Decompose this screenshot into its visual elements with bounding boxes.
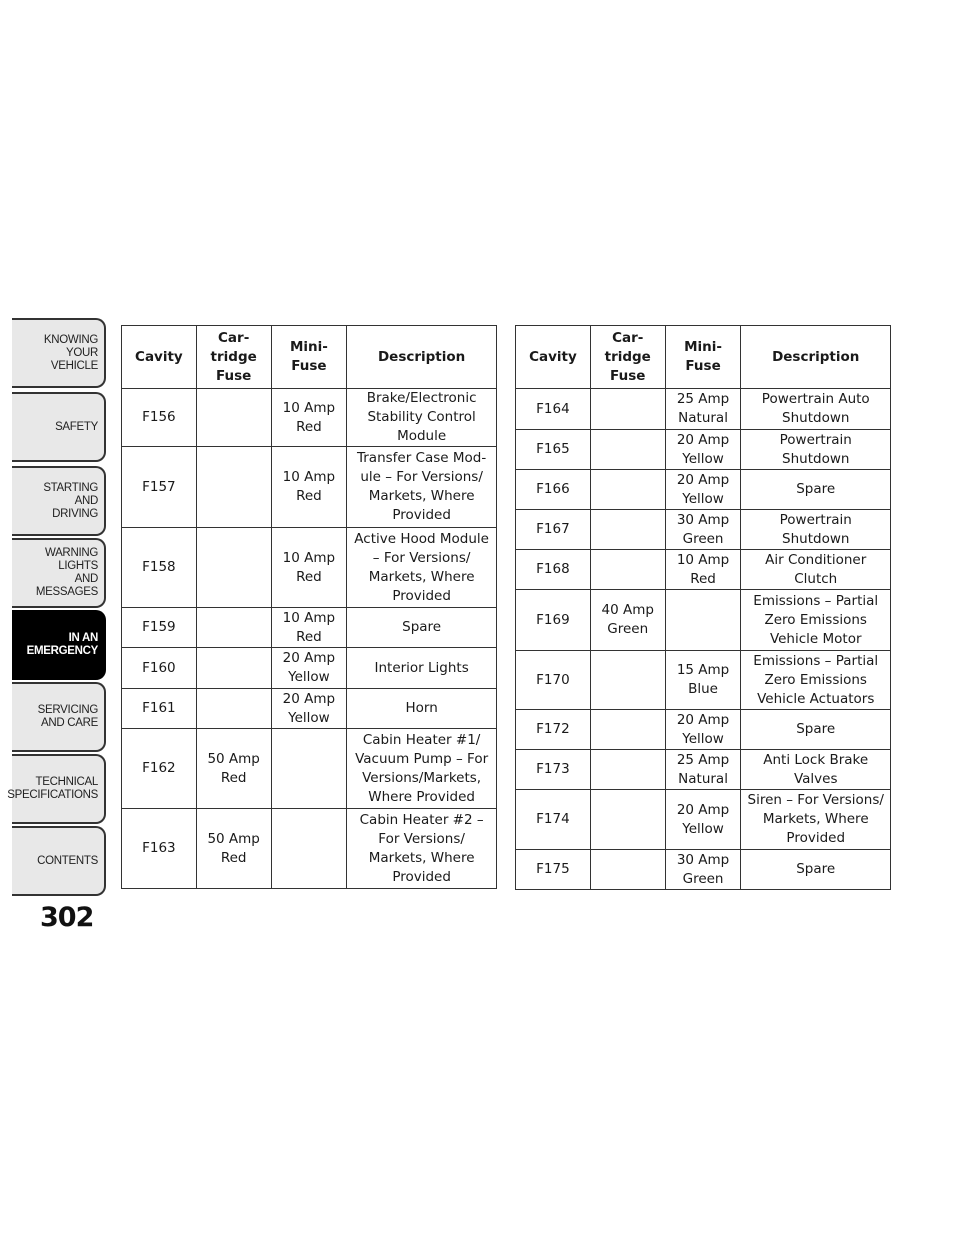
header-cavity: Cavity [122, 326, 197, 389]
sidebar-tab-servicing-and-care[interactable]: SERVICING AND CARE [12, 682, 106, 752]
cell-description: Powertrain Shutdown [741, 430, 891, 470]
cell-cavity: F175 [516, 850, 591, 890]
sidebar-tab-safety[interactable]: SAFETY [12, 392, 106, 462]
sidebar-tab-in-an-emergency[interactable]: IN AN EMERGENCY [12, 610, 106, 680]
header-mini-fuse: Mini- Fuse [271, 326, 347, 389]
cell-cartridge [590, 510, 665, 550]
cell-cartridge [590, 790, 665, 850]
cell-description: Spare [347, 608, 497, 648]
cell-cavity: F172 [516, 710, 591, 750]
sidebar-tab-technical-specifications[interactable]: TECHNICAL SPECIFICATIONS [12, 754, 106, 824]
cell-cartridge: 50 Amp Red [196, 809, 271, 889]
cell-cavity: F166 [516, 470, 591, 510]
table-row [516, 430, 891, 470]
cell-description: Spare [741, 470, 891, 510]
cell-description: Interior Lights [347, 648, 497, 689]
cell-cartridge [590, 651, 665, 710]
cell-mini: 25 Amp Natural [665, 389, 741, 430]
table-row [122, 729, 497, 809]
sidebar-tab-warning-lights[interactable]: WARNING LIGHTS AND MESSAGES [12, 538, 106, 608]
table-row [122, 648, 497, 689]
table-row [516, 590, 891, 651]
cell-mini [271, 729, 347, 809]
cell-mini: 15 Amp Blue [665, 651, 741, 710]
cell-mini: 10 Amp Red [665, 550, 741, 590]
cell-description: Spare [741, 710, 891, 750]
fuse-table-left [121, 325, 497, 889]
cell-description: Brake/Electronic Stability Control Module [347, 389, 497, 447]
cell-mini: 10 Amp Red [271, 528, 347, 608]
header-description: Description [741, 326, 891, 389]
table-row [516, 750, 891, 790]
header-cartridge-fuse: Car- tridge Fuse [590, 326, 665, 389]
cell-cartridge [196, 528, 271, 608]
cell-cavity: F159 [122, 608, 197, 648]
cell-mini: 20 Amp Yellow [665, 790, 741, 850]
cell-description: Cabin Heater #2 – For Versions/ Markets, Where Provided [347, 809, 497, 889]
cell-description: Siren – For Versions/ Markets, Where Provided [741, 790, 891, 850]
sidebar-tab-contents[interactable]: CONTENTS [12, 826, 106, 896]
cell-description: Powertrain Shutdown [741, 510, 891, 550]
header-mini-fuse: Mini- Fuse [665, 326, 741, 389]
header-description: Description [347, 326, 497, 389]
table-row [516, 710, 891, 750]
cell-cartridge: 40 Amp Green [590, 590, 665, 651]
fuse-table-right-body [516, 389, 891, 890]
cell-cartridge [590, 389, 665, 430]
cell-cavity: F161 [122, 689, 197, 729]
cell-cartridge [196, 608, 271, 648]
cell-cartridge [196, 648, 271, 689]
cell-cavity: F156 [122, 389, 197, 447]
cell-mini [665, 590, 741, 651]
cell-mini: 10 Amp Red [271, 389, 347, 447]
cell-description: Air Conditioner Clutch [741, 550, 891, 590]
table-row [516, 850, 891, 890]
cell-mini: 30 Amp Green [665, 510, 741, 550]
cell-cartridge [590, 750, 665, 790]
cell-mini: 25 Amp Natural [665, 750, 741, 790]
cell-cartridge [590, 550, 665, 590]
cell-mini: 20 Amp Yellow [665, 710, 741, 750]
header-cartridge-fuse: Car- tridge Fuse [196, 326, 271, 389]
header-cavity: Cavity [516, 326, 591, 389]
cell-description: Anti Lock Brake Valves [741, 750, 891, 790]
table-row [122, 389, 497, 447]
table-row [516, 550, 891, 590]
cell-cavity: F170 [516, 651, 591, 710]
cell-description: Spare [741, 850, 891, 890]
cell-mini: 20 Amp Yellow [271, 648, 347, 689]
cell-cavity: F164 [516, 389, 591, 430]
cell-mini [271, 809, 347, 889]
cell-cavity: F158 [122, 528, 197, 608]
cell-cartridge [196, 389, 271, 447]
cell-cavity: F174 [516, 790, 591, 850]
cell-cavity: F162 [122, 729, 197, 809]
table-row [122, 689, 497, 729]
cell-description: Powertrain Auto Shutdown [741, 389, 891, 430]
fuse-table-left-body [122, 389, 497, 889]
cell-description: Active Hood Module – For Versions/ Markets, Where Provided [347, 528, 497, 608]
cell-cavity: F165 [516, 430, 591, 470]
cell-cavity: F167 [516, 510, 591, 550]
cell-mini: 10 Amp Red [271, 447, 347, 528]
cell-cartridge [590, 430, 665, 470]
cell-cavity: F169 [516, 590, 591, 651]
table-row [516, 510, 891, 550]
table-row [516, 790, 891, 850]
cell-cavity: F173 [516, 750, 591, 790]
table-row [122, 809, 497, 889]
cell-description: Emissions – Partial Zero Emissions Vehicle Motor [741, 590, 891, 651]
cell-cartridge: 50 Amp Red [196, 729, 271, 809]
cell-cartridge [590, 470, 665, 510]
cell-cartridge [196, 447, 271, 528]
cell-cartridge [590, 710, 665, 750]
cell-mini: 10 Amp Red [271, 608, 347, 648]
cell-cartridge [196, 689, 271, 729]
cell-cavity: F160 [122, 648, 197, 689]
cell-cartridge [590, 850, 665, 890]
cell-description: Horn [347, 689, 497, 729]
cell-description: Emissions – Partial Zero Emissions Vehicle Actuators [741, 651, 891, 710]
table-row [516, 470, 891, 510]
table-row [122, 528, 497, 608]
cell-cavity: F168 [516, 550, 591, 590]
cell-mini: 30 Amp Green [665, 850, 741, 890]
table-header-row [122, 326, 497, 389]
cell-cavity: F163 [122, 809, 197, 889]
page-number: 302 [40, 902, 94, 933]
table-row [516, 389, 891, 430]
table-row [122, 447, 497, 528]
cell-description: Cabin Heater #1/ Vacuum Pump – For Versions/Markets, Where Provided [347, 729, 497, 809]
sidebar-tab-starting-and-driving[interactable]: STARTING AND DRIVING [12, 466, 106, 536]
table-header-row [516, 326, 891, 389]
cell-cavity: F157 [122, 447, 197, 528]
sidebar-tab-knowing-your-vehicle[interactable]: KNOWING YOUR VEHICLE [12, 318, 106, 388]
table-row [122, 608, 497, 648]
cell-mini: 20 Amp Yellow [665, 470, 741, 510]
fuse-table-right [515, 325, 891, 890]
cell-mini: 20 Amp Yellow [665, 430, 741, 470]
cell-description: Transfer Case Mod- ule – For Versions/ Markets, Where Provided [347, 447, 497, 528]
table-row [516, 651, 891, 710]
cell-mini: 20 Amp Yellow [271, 689, 347, 729]
